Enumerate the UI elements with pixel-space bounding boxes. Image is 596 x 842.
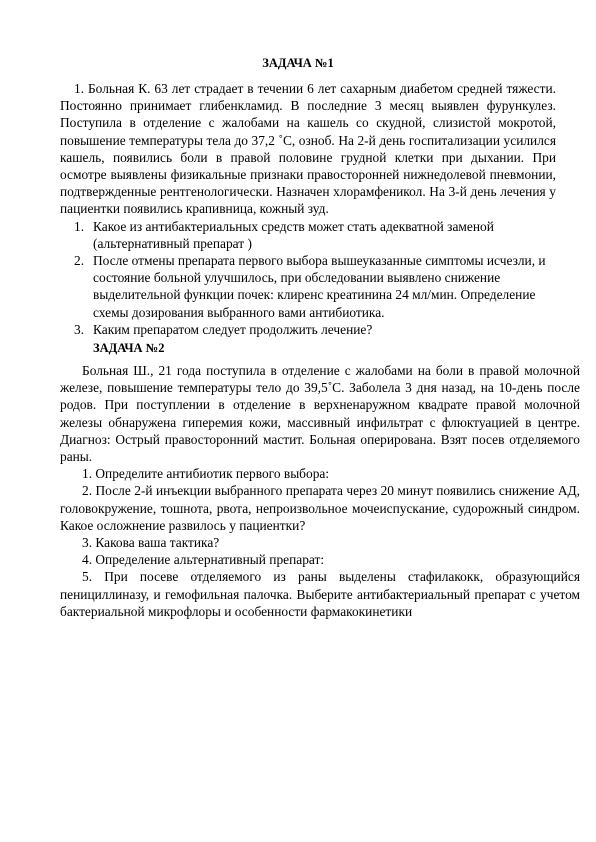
task1-question-number: 3.	[74, 321, 85, 337]
task2-question: 4. Определение альтернативный препарат:	[82, 552, 325, 568]
task1-question-text: После отмены препарата первого выбора вышеуказанные симптомы исчезли, и состояние больной улучшилось, при обследовании выявлено снижение выделительной функции почек: клиренс креатинина 24 мл/мин. Определение схемы дозирования выбранного вами антибиотика.	[93, 253, 546, 320]
task1-body	[60, 80, 556, 338]
task2-case-text: Больная Ш., 21 года поступила в отделение с жалобами на боли в правой молочной железе, повышение температуры тело до 39,5˚С. Заболела 3 дня назад, на 10-день после родов. При поступлении в отделение в верхненаружном квадрате правой молочной железы обнаружена гиперемия кожи, массивный инфильтрат с флюктуацией в центре. Диагноз: Острый правосторонний мастит. Больная оперирована. Взят посев отделяемого раны.	[60, 363, 580, 465]
task2-question: 3. Какова ваша тактика?	[82, 535, 220, 551]
task1-question-number: 1.	[74, 218, 85, 234]
task1-question-number: 2.	[74, 253, 85, 269]
task1-question-text: Каким препаратом следует продолжить лечение?	[93, 321, 373, 337]
task1-case-text: 1. Больная К. 63 лет страдает в течении 6 лет сахарным диабетом средней тяжести. Постоянно принимает глибенкламид. В последние 3 месяц выявлен фурункулез. Поступила в отделение с жалобами на кашель со скудной, слизистой мокротой, повышение температуры тела до 37,2 ˚С, озноб. На 2-й день госпитализации усилился кашель, появились боли в правой половине грудной клетки при дыхании. При осмотре выявлены физикальные признаки правосторонней нижнедолевой пневмонии, подтвержденные рентгенологически. Назначен хлорамфеникол. На 3-й день лечения у пациентки появились крапивница, кожный зуд.	[60, 81, 556, 217]
task1-question	[60, 252, 556, 321]
task1-question-text: Какое из антибактериальных средств может стать адекватной заменой (альтернативный препарат )	[93, 218, 494, 251]
task2-question: 1. Определите антибиотик первого выбора:	[82, 466, 330, 482]
task2-question: 5. При посеве отделяемого из раны выделены стафилакокк, образующийся пенициллиназу, и гемофильная палочка. Выберите антибактериальный препарат с учетом бактериальной микрофлоры и особенности фармакокинетики	[60, 569, 580, 619]
task1-question	[60, 218, 556, 252]
task1-title: ЗАДАЧА №1	[262, 56, 334, 70]
task2-body	[60, 362, 580, 620]
task2-title: ЗАДАЧА №2	[93, 341, 165, 355]
task2-question: 2. После 2-й инъекции выбранного препарата через 20 минут появились снижение АД, головокружение, тошнота, рвота, непроизвольное мочеиспускание, судорожный синдром. Какое осложнение развилось у пациентки?	[60, 483, 580, 533]
task1-question	[60, 321, 556, 338]
task1-question-list	[60, 218, 556, 338]
